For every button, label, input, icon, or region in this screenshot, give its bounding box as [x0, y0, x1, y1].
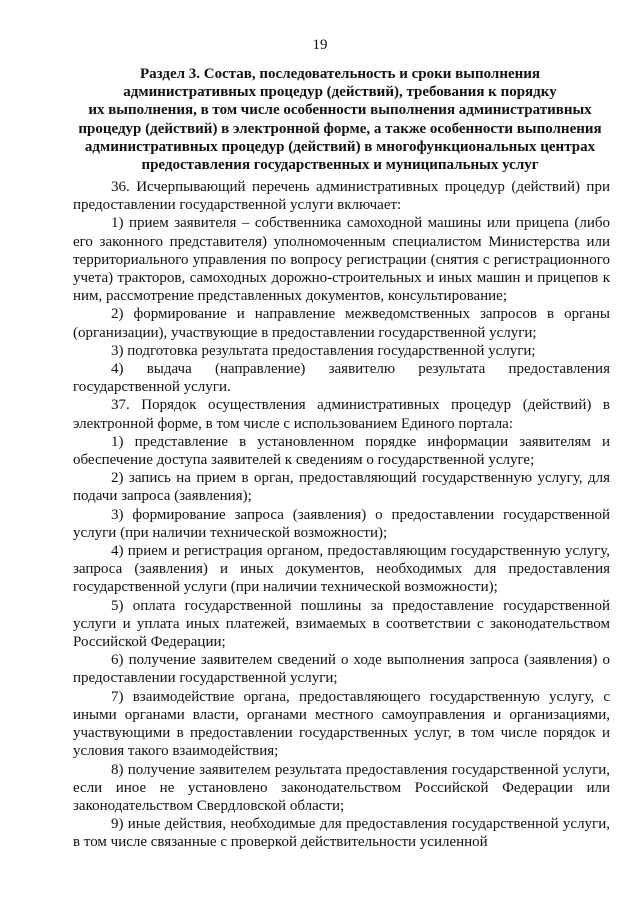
page-number: 19	[312, 37, 328, 53]
list-item: 5) оплата государственной пошлины за предоставление государственной услуги и уплата иных платежей, взимаемых в соответствии с законодательством Российской Федерации;	[73, 597, 610, 651]
list-item: 2) формирование и направление межведомственных запросов в органы (организации), участвующие в предоставлении государственной услуги;	[73, 306, 610, 341]
list-item: 1) представление в установленном порядке информации заявителям и обеспечение доступа заявителей к сведениям о государственной услуге;	[73, 433, 610, 469]
paragraph-36: 36. Исчерпывающий перечень административных процедур (действий) при предоставлении государственной услуги включает:	[73, 179, 610, 214]
list-item: 8) получение заявителем результата предоставления государственной услуги, если иное не установлено законодательством Российской Федерации или законодательством Свердловской области;	[73, 761, 610, 814]
list-item: 4) выдача (направление) заявителю результата предоставления государственной услуги.	[73, 361, 610, 396]
section-title-line: их выполнения, в том числе особенности выполнения административных	[88, 102, 592, 119]
list-item: 9) иные действия, необходимые для предоставления государственной услуги, в том числе связанные с проверкой действительности усиленной	[73, 816, 610, 851]
paragraph-37: 37. Порядок осуществления административных процедур (действий) в электронной форме, в том числе с использованием Единого портала:	[73, 397, 610, 432]
section-title-line: Раздел 3. Состав, последовательность и сроки выполнения	[139, 66, 541, 82]
section-title-line: процедур (действий) в электронной форме, а также особенности выполнения	[78, 120, 602, 137]
section-title-line: административных процедур (действий) в многофункциональных центрах	[84, 138, 596, 155]
list-item: 3) формирование запроса (заявления) о предоставлении государственной услуги (при наличии технической возможности);	[73, 506, 610, 541]
list-item: 1) прием заявителя – собственника самоходной машины или прицепа (либо его законного представителя) уполномоченным специалистом Министерства или территориального управления по вопросу регистрации (снятия с регистрационного учета) тракторов, самоходных дорожно-строительных и иных машин и прицепов к ним, рассмотрение представленных документов, консультирование;	[73, 215, 610, 305]
list-item: 6) получение заявителем сведений о ходе выполнения запроса (заявления) о предоставлении государственной услуги;	[73, 652, 610, 687]
list-item: 3) подготовка результата предоставления государственной услуги;	[111, 342, 536, 359]
list-item: 7) взаимодействие органа, предоставляющего государственную услугу, с иными органами власти, органами местного самоуправления и организациями, участвующими в предоставлении государственных услуг, в том числе порядок и условия такого взаимодействия;	[73, 688, 610, 760]
list-item: 4) прием и регистрация органом, предоставляющим государственную услугу, запроса (заявления) и иных документов, необходимых для предоставления государственной услуги (при наличии технической возможности);	[73, 543, 610, 596]
list-item: 2) запись на прием в орган, предоставляющий государственную услугу, для подачи запроса (заявления);	[73, 470, 610, 505]
section-title-line: предоставления государственных и муниципальных услуг	[141, 157, 539, 174]
body-text	[73, 178, 610, 852]
section-title	[70, 65, 610, 174]
section-title-line: административных процедур (действий), требования к порядку	[123, 84, 557, 101]
